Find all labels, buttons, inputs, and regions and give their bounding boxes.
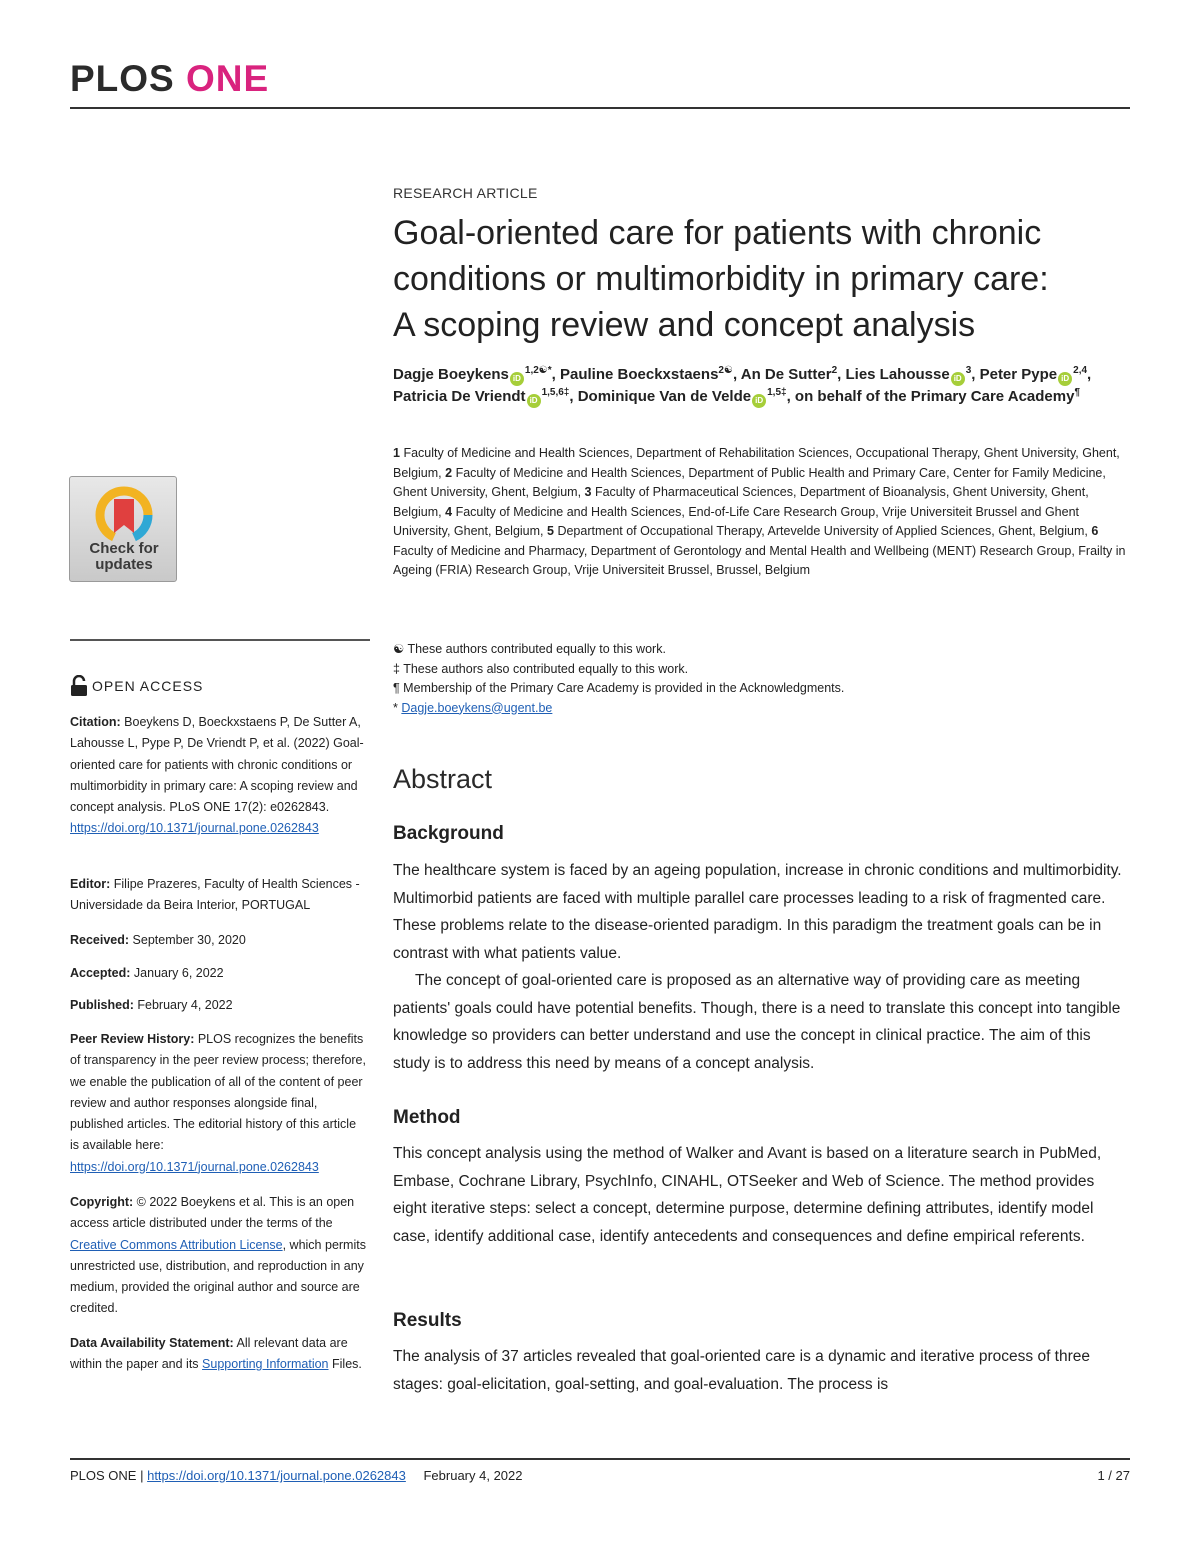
background-paragraph-1: The healthcare system is faced by an ageing population, increase in chronic conditions and multimorbidity. Multimorbid patients are faced with multiple parallel care processes leading to a risk of fragmented care. These problems relate to the disease-oriented paradigm. In this paradigm the treatment goals can be in contrast with what patients value. xyxy=(393,862,1122,962)
author-list: Dagje Boeykens $iD^{1,2☯*}$, Pauline Boeckxstaens$^{2☯}$, An De Sutter$^2$, Lies Lahousse $iD^3$, Peter Pype iD$^{2,4}$, Patricia De Vriendt $iD^{1,5,6\ddagger}$, Dominique Van de Velde $iD^{1,5\ddagger}$, on behalf of the Primary Care Academy¶ xyxy=(393,364,1131,408)
collaboration-note: on behalf of the Primary Care Academy xyxy=(794,388,1075,405)
title-line-3: A scoping review and concept analysis xyxy=(393,306,976,344)
title-line-1: Goal-oriented care for patients with chronic xyxy=(393,214,1042,252)
accepted-block xyxy=(70,963,366,984)
peer-review-link[interactable]: https://doi.org/10.1371/journal.pone.0262843 xyxy=(70,1159,319,1174)
page-footer xyxy=(70,1468,523,1483)
background-heading: Background xyxy=(393,823,504,844)
orcid-icon[interactable]: iD xyxy=(951,372,965,386)
affiliation-text: Department of Occupational Therapy, Artevelde University of Applied Sciences, Ghent, Belgium, xyxy=(557,524,1088,538)
data-availability-text: All relevant data are within the paper and its xyxy=(70,1336,348,1372)
data-availability-label: Data Availability Statement: xyxy=(70,1336,234,1350)
equal-contribution-note: ☯ These authors contributed equally to this work. xyxy=(393,642,666,656)
received-date: September 30, 2020 xyxy=(132,933,246,947)
logo-one: ONE xyxy=(186,58,270,99)
affiliation-number: 5 xyxy=(547,524,554,538)
affiliation-number: 6 xyxy=(1091,524,1099,538)
collaboration-mark: ¶ xyxy=(1074,387,1081,398)
copyright-text-after: , which permits unrestricted use, distribution, and reproduction in any medium, provided the original author and source are credited. xyxy=(70,1237,366,1316)
footer-date: February 4, 2022 xyxy=(423,1468,523,1483)
footer-journal: PLOS ONE | xyxy=(70,1468,144,1483)
author-affiliation-marks: 2,4 xyxy=(1073,365,1088,376)
method-paragraph: This concept analysis using the method of Walker and Avant is based on a literature search in PubMed, Embase, Cochrane Library, PsychInfo, CINAHL, OTSeeker and Web of Science. The method provides eight iterative steps: select a concept, determine purpose, determine defining attributes, identify model case, identify additional case, identify antecedents and consequences and define empirical referents. xyxy=(393,1145,1102,1245)
author-name[interactable]: Peter Pype xyxy=(979,366,1058,383)
citation-block xyxy=(70,712,366,840)
author-name[interactable]: Dagje Boeykens xyxy=(393,366,509,383)
check-for-updates-badge[interactable] xyxy=(69,476,177,582)
published-label: Published: xyxy=(70,998,134,1012)
citation-label: Citation: xyxy=(70,715,121,729)
received-label: Received: xyxy=(70,933,130,947)
received-block xyxy=(70,930,366,951)
author-name[interactable]: Dominique Van de Velde xyxy=(577,388,752,405)
badge-label xyxy=(70,541,178,573)
data-availability-block xyxy=(70,1333,366,1376)
author-name[interactable]: An De Sutter xyxy=(740,366,832,383)
affiliation-text: Faculty of Medicine and Health Sciences, End-of-Life Care Research Group, Vrije Universiteit Brussel and Ghent University, Ghent, Belgium, xyxy=(393,504,1080,538)
data-availability-text-after: Files. xyxy=(332,1357,362,1372)
editor-text: Filipe Prazeres, Faculty of Health Sciences - Universidade da Beira Interior, PORTUGAL xyxy=(70,877,360,913)
badge-line-1: Check for xyxy=(89,540,159,557)
also-equal-contribution-note: ‡ These authors also contributed equally to this work. xyxy=(393,661,689,676)
affiliation-text: Faculty of Pharmaceutical Sciences, Department of Bioanalysis, Ghent University, Ghent, Belgium, xyxy=(393,485,1089,519)
affiliation-number: 1 xyxy=(393,446,400,460)
copyright-text: © 2022 Boeykens et al. This is an open access article distributed under the terms of the xyxy=(70,1195,355,1231)
affiliations xyxy=(393,444,1131,581)
author-affiliation-marks: 1,5‡ xyxy=(767,387,787,398)
author-notes xyxy=(393,640,1131,718)
orcid-icon[interactable]: iD xyxy=(1058,372,1072,386)
logo-plos: PLOS xyxy=(70,58,175,99)
license-link[interactable]: Creative Commons Attribution License xyxy=(70,1237,283,1252)
copyright-label: Copyright: xyxy=(70,1195,134,1209)
citation-doi-link[interactable]: https://doi.org/10.1371/journal.pone.0262843 xyxy=(70,821,319,836)
affiliation-text: Faculty of Medicine and Health Sciences, Department of Public Health and Primary Care, Center for Family Medicine, Ghent University, Ghent, Belgium, xyxy=(393,465,1106,499)
citation-text: Boeykens D, Boeckxstaens P, De Sutter A, Lahousse L, Pype P, De Vriendt P, et al. (2022) Goal-oriented care for patients with chronic conditions or multimorbidity in primary care: A scoping review and concept analysis. PLoS ONE 17(2): e0262843. xyxy=(70,715,364,815)
results-heading: Results xyxy=(393,1310,462,1331)
peer-review-text: PLOS recognizes the benefits of transparency in the peer review process; therefore, we enable the publication of all of the content of peer review and author responses alongside final, published articles. The editorial history of this article is available here: xyxy=(70,1032,366,1153)
author-name[interactable]: Pauline Boeckxstaens xyxy=(560,366,719,383)
author-affiliation-marks: 2☯ xyxy=(718,365,733,376)
sidebar-divider xyxy=(70,639,370,641)
published-date: February 4, 2022 xyxy=(137,998,233,1012)
author-name[interactable]: Patricia De Vriendt xyxy=(393,388,526,405)
method-heading: Method xyxy=(393,1107,461,1128)
affiliation-text: Faculty of Medicine and Health Sciences, Department of Rehabilitation Sciences, Occupational Therapy, Ghent University, Ghent, Belgium, xyxy=(393,446,1120,480)
journal-logo xyxy=(70,58,269,100)
affiliation-number: 3 xyxy=(584,485,592,499)
author-affiliation-marks: 3 xyxy=(965,365,972,376)
crossmark-icon xyxy=(92,483,156,543)
open-access-text: OPEN ACCESS xyxy=(92,678,204,694)
affiliation-number: 4 xyxy=(445,504,453,519)
footer-doi-link[interactable]: https://doi.org/10.1371/journal.pone.0262843 xyxy=(147,1468,406,1483)
badge-line-2: updates xyxy=(95,556,153,573)
published-block xyxy=(70,995,366,1016)
article-title xyxy=(393,210,1131,348)
editor-label: Editor: xyxy=(70,877,111,891)
affiliation-text: Faculty of Medicine and Pharmacy, Department of Gerontology and Mental Health and Wellbeing (MENT) Research Group, Frailty in Ageing (FRIA) Research Group, Vrije Universiteit Brussel, Brussel, Belgium xyxy=(393,543,1126,577)
corresponding-email-link[interactable]: Dagje.boeykens@ugent.be xyxy=(401,700,553,715)
results-paragraph: The analysis of 37 articles revealed that goal-oriented care is a dynamic and iterative process of three stages: goal-elicitation, goal-setting, and goal-evaluation. The process is xyxy=(393,1348,1091,1393)
author-affiliation-marks: 1,2☯* xyxy=(524,365,552,376)
background-paragraph-2: The concept of goal-oriented care is proposed as an alternative way of providing care as meeting patients' goals could have potential benefits. Though, there is a need to translate this concept into tangible knowledge so providers can better understand and use the concept in clinical practice. The aim of this study is to address this need by means of a concept analysis. xyxy=(393,972,1121,1072)
open-lock-icon xyxy=(70,675,88,697)
corresponding-mark: * xyxy=(393,700,398,715)
author-affiliation-marks: 2 xyxy=(831,365,838,376)
affiliation-number: 2 xyxy=(445,465,453,480)
abstract-heading: Abstract xyxy=(393,764,493,794)
author-affiliation-marks: 1,5,6‡ xyxy=(541,387,570,398)
author-name[interactable]: Lies Lahousse xyxy=(845,366,950,383)
article-type: RESEARCH ARTICLE xyxy=(393,185,538,201)
corresponding-author xyxy=(393,699,1131,719)
peer-review-block xyxy=(70,1029,366,1178)
accepted-date: January 6, 2022 xyxy=(133,966,224,980)
copyright-block xyxy=(70,1192,366,1320)
editor-block xyxy=(70,874,366,917)
header-divider xyxy=(70,107,1130,109)
accepted-label: Accepted: xyxy=(70,966,131,980)
membership-note: ¶ Membership of the Primary Care Academy is provided in the Acknowledgments. xyxy=(393,681,845,695)
title-line-2: conditions or multimorbidity in primary care: xyxy=(393,260,1049,298)
peer-review-label: Peer Review History: xyxy=(70,1032,195,1046)
supporting-information-link[interactable]: Supporting Information xyxy=(202,1357,329,1372)
orcid-icon[interactable]: iD xyxy=(752,394,766,408)
orcid-icon[interactable]: iD xyxy=(510,372,524,386)
footer-divider xyxy=(70,1458,1130,1460)
page-number: 1 / 27 xyxy=(1097,1468,1130,1483)
open-access-label xyxy=(70,674,203,698)
orcid-icon[interactable]: iD xyxy=(527,394,541,408)
